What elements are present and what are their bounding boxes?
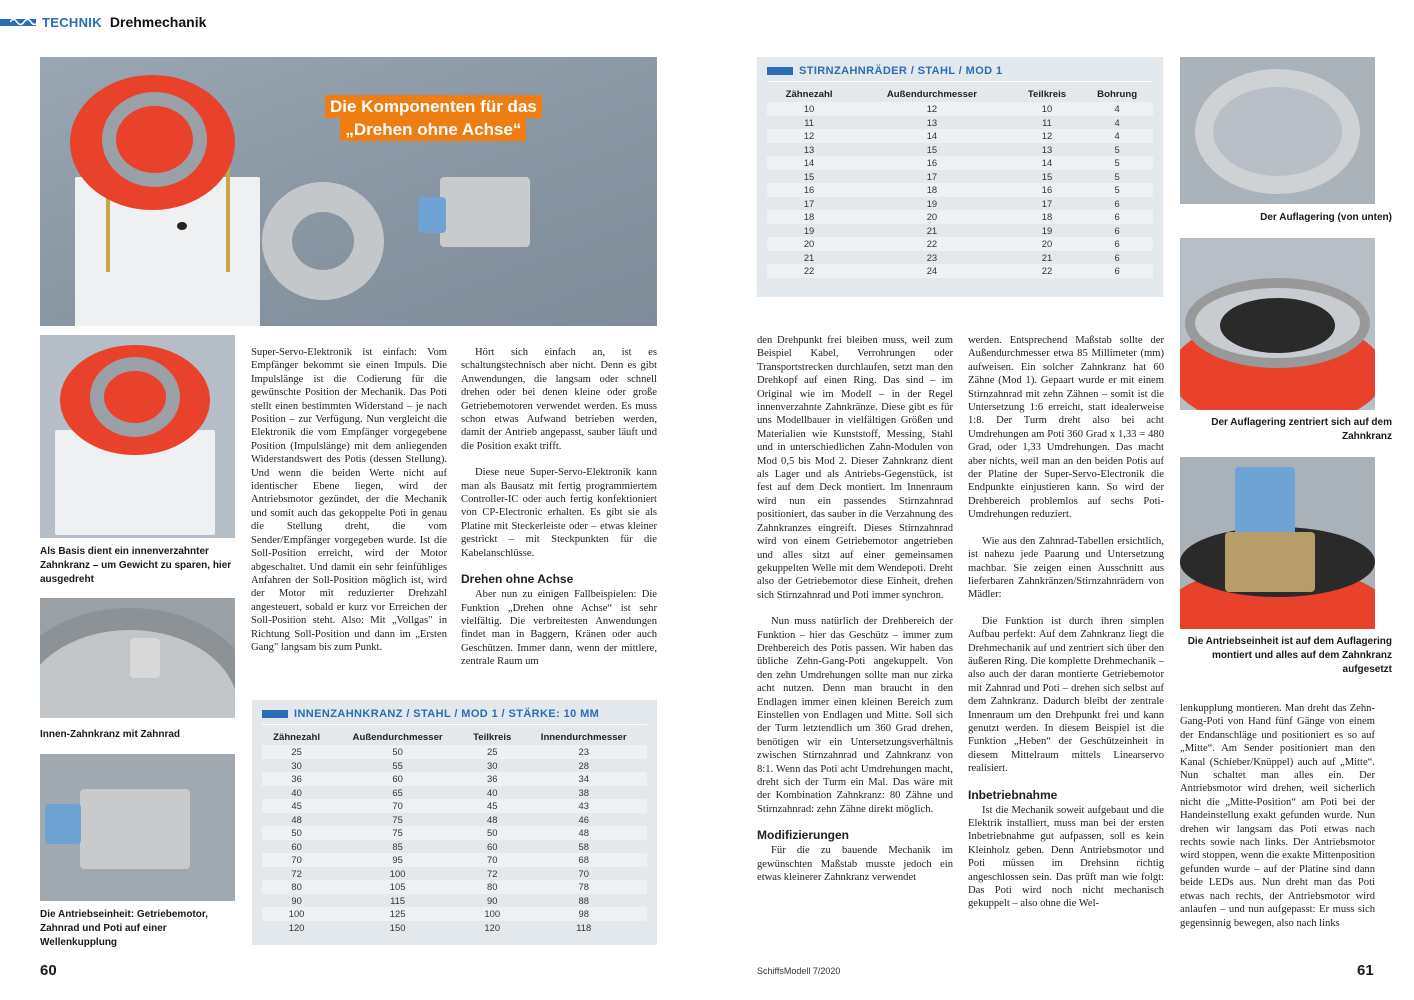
table-cell: 60: [464, 840, 520, 854]
table-cell: 72: [262, 867, 331, 881]
table-cell: 40: [262, 786, 331, 800]
table-cell: 118: [520, 921, 647, 935]
table-cell: 43: [520, 799, 647, 813]
paragraph: Nun muss natürlich der Drehbereich der Funktion – hier das Geschütz – immer zum Drehbereich des Potis passen. Wir haben das übliche Zehn-Gang-Poti angekuppelt. Von den zehn Umdrehungen sollte man nur zirka acht nutzen. Denn man braucht in den Endlagen immer einen kleinen Bereich zum Einstellen von Endlagen und Mitte. Soll sich der Turm letztendlich um 360 Grad drehen, benötigen wir ein Untersetzungsverhältnis zwischen Stirnzahnrad und Zahnkranz von 8:1. Wenn das Poti acht Umdrehungen macht, dreht sich der Turm ein Mal. Das wäre mit der Kombination Zahnkranz: 80 Zähne und Stirnzahnrad: zehn Zähne direkt möglich.: [757, 616, 953, 815]
table-cell: 75: [331, 813, 464, 827]
data-table: Zähnezahl Außendurchmesser Teilkreis Innendurchmesser 25 50 25 23 30 55 30 28 36 60 36 34 40 65 40 38 45 70 45 43 48 75 48 46 50 75 50 48 60 85 60 58 70 95 70 68 72 100 72 70 80 105 80 78 90 115 90 88 100 125 100 98 120 150 120 118: [262, 730, 647, 934]
table-cell: 15: [767, 170, 851, 184]
table-cell: 6: [1081, 251, 1153, 265]
table-cell: 25: [262, 745, 331, 759]
table-cell: 98: [520, 907, 647, 921]
paragraph: Aber nun zu einigen Fallbeispielen: Die Funktion „Drehen ohne Achse“ ist sehr vielfältig. Die verbreitesten Anwendungen findet man in Baggern, Kränen oder auch Geschützen. Immer dann, wenn der mittlere, zentrale Raum um: [461, 589, 657, 668]
table-cell: 60: [331, 772, 464, 786]
caption-ring-centered: Der Auflagering zentriert sich auf dem Zahnkranz: [1211, 417, 1392, 442]
table-cell: 20: [1013, 237, 1082, 251]
table-cell: 21: [767, 251, 851, 265]
table-row: [262, 813, 647, 827]
table-cell: 22: [767, 264, 851, 278]
table-cell: 14: [1013, 156, 1082, 170]
table-cell: 4: [1081, 102, 1153, 116]
table-cell: 50: [331, 745, 464, 759]
table-cell: 72: [464, 867, 520, 881]
table-cell: 17: [1013, 197, 1082, 211]
caption-base: Als Basis dient ein innenverzahnter Zahnkranz – um Gewicht zu sparen, hier ausgedreht: [40, 546, 232, 585]
table-cell: 5: [1081, 183, 1153, 197]
table-cell: 70: [520, 867, 647, 881]
table-cell: 4: [1081, 116, 1153, 130]
table-cell: 75: [331, 826, 464, 840]
table-cell: 18: [1013, 210, 1082, 224]
table-row: [767, 156, 1153, 170]
table-row: [262, 786, 647, 800]
table-cell: 6: [1081, 264, 1153, 278]
paragraph: Wie aus den Zahnrad-Tabellen ersichtlich, ist nahezu jede Paarung und Untersetzung machbar. Sie zeigen einen Ausschnitt aus lieferbaren Zahnkränzen/Stirnzahnrädern von Mädler:: [968, 535, 1164, 601]
caption-drive-unit: Die Antriebseinheit: Getriebemotor, Zahnrad und Poti auf einer Wellenkupplung: [40, 909, 208, 948]
page-number-left: 60: [40, 962, 57, 979]
table-cell: 13: [851, 116, 1013, 130]
table-row: [262, 772, 647, 786]
photo-base-gear-ring: [40, 335, 235, 538]
table-cell: 19: [767, 224, 851, 238]
table-cell: 70: [262, 853, 331, 867]
table-cell: 4: [1081, 129, 1153, 143]
table-row: [262, 759, 647, 773]
table-cell: 13: [1013, 143, 1082, 157]
table-cell: 23: [520, 745, 647, 759]
table-cell: 24: [851, 264, 1013, 278]
table-row: [767, 251, 1153, 265]
table-cell: 150: [331, 921, 464, 935]
table-row: [262, 853, 647, 867]
table-cell: 58: [520, 840, 647, 854]
table-cell: 60: [262, 840, 331, 854]
table-cell: 16: [1013, 183, 1082, 197]
table-cell: 10: [1013, 102, 1082, 116]
magazine-issue: SchiffsModell 7/2020: [757, 966, 841, 976]
table-cell: 45: [262, 799, 331, 813]
table-row: [262, 826, 647, 840]
table-cell: 68: [520, 853, 647, 867]
brass-rod: [226, 167, 230, 272]
table-cell: 90: [464, 894, 520, 908]
paragraph: Ist die Mechanik soweit aufgebaut und die Elektrik installiert, muss man bei der ersten Inbetriebnahme gut aufpassen, soll es kein Kleinholz geben. Denn Antriebsmotor und Poti müssen im Drehsinn richtig angeschlossen sein. Das prüft man wie folgt: Das Poti wird noch nicht mechanisch gekuppelt – also ohne die Wel-: [968, 804, 1164, 910]
table-cell: 6: [1081, 210, 1153, 224]
paragraph: Diese neue Super-Servo-Elektronik kann man als Bausatz mit fertig programmiertem Controller-IC oder auch fertig konfektioniert von CP-Electronic erhalten. Es gibt sie als Platine mit Steckerleiste oder – etwas kleiner gestrickt – mit Steckpunkten für die Kabelanschlüsse.: [461, 467, 657, 559]
photo-ring-centered: [1180, 238, 1375, 410]
table-cell: 15: [851, 143, 1013, 157]
photo-inner-gear: [40, 598, 235, 718]
table-cell: 17: [851, 170, 1013, 184]
table-cell: 17: [767, 197, 851, 211]
photo-drive-on-ring: [1180, 457, 1375, 629]
inner-gear-ring: [102, 92, 207, 187]
article-column-4: [968, 334, 1164, 911]
paragraph: Für die zu bauende Mechanik im gewünschten Maßstab musste jedoch ein etwas kleinerer Zahnkranz verwendet: [757, 845, 953, 884]
photo-bearing-ring-bottom: [1180, 57, 1375, 204]
table-row: [767, 237, 1153, 251]
table-cell: 16: [851, 156, 1013, 170]
photo-drive-unit: [40, 754, 235, 901]
table-cell: 95: [331, 853, 464, 867]
table-cell: 100: [464, 907, 520, 921]
table-cell: 55: [331, 759, 464, 773]
table-cell: 16: [767, 183, 851, 197]
paragraph: den Drehpunkt frei bleiben muss, weil zum Beispiel Kabel, Verrohrungen oder Transportstrecken durchlaufen, setzt man den Drehkopf auf einen Ring. Das sind – im Original wie im Modell – in der Regel innenverzahnte Zahnkränze. Diese gibt es für uns Modellbauer in vielfältigen Größen und Materialien wie Kunststoff, Messing, Stahl und in unterschiedlichen Zahn-Modulen von Mod 0,5 bis Mod 2. Dieser Zahnkranz dient als Lager und als Antriebs-Gegenstück, ist fest auf dem Deck montiert. Im Innenraum wird nun ein passendes Stirnzahnrad positioniert, das sauber in die Verzahnung des Zahnkranzes eingreift. Dieses Stirnzahnrad wird von einem Getriebemotor angetrieben und alles sitzt auf einer gemeinsamen gekuppelten Welle mit dem Wendepoti. Dreht also der Getriebemotor diese Einheit, drehen sich Stirnzahnrad und Poti immer synchron.: [757, 335, 953, 601]
table-cell: 34: [520, 772, 647, 786]
table-cell: 80: [464, 880, 520, 894]
table-cell: 65: [331, 786, 464, 800]
table-cell: 19: [1013, 224, 1082, 238]
table-row: [767, 116, 1153, 130]
hero-photo-components: [40, 57, 657, 326]
table-row: [767, 102, 1153, 116]
table-cell: 12: [1013, 129, 1082, 143]
table-row: [262, 867, 647, 881]
table-cell: 105: [331, 880, 464, 894]
table-row: [262, 894, 647, 908]
table-title: INNENZAHNKRANZ / STAHL / MOD 1 / STÄRKE: 10 MM: [294, 708, 600, 720]
table-cell: 21: [1013, 251, 1082, 265]
table-cell: 125: [331, 907, 464, 921]
table-cell: 20: [767, 237, 851, 251]
table-row: [767, 143, 1153, 157]
table-cell: 50: [262, 826, 331, 840]
data-table: Zähnezahl Außendurchmesser Teilkreis Bohrung 10 12 10 4 11 13 11 4 12 14 12 4 13 15 13 5 14 16 14 5 15 17 15 5 16 18 16 5 17 19 17 6 18 20 18 6 19 21 19 6 20 22 20 6 21 23 21 6 22 24 22 6: [767, 87, 1153, 278]
table-innenzahnkranz: [252, 700, 657, 945]
subheading-modifizierungen: Modifizierungen: [757, 828, 849, 843]
table-row: [262, 745, 647, 759]
table-cell: 30: [262, 759, 331, 773]
table-cell: 6: [1081, 197, 1153, 211]
table-cell: 28: [520, 759, 647, 773]
table-cell: 90: [262, 894, 331, 908]
table-cell: 100: [262, 907, 331, 921]
table-title: STIRNZAHNRÄDER / STAHL / MOD 1: [799, 65, 1003, 77]
table-cell: 15: [1013, 170, 1082, 184]
paragraph: Super-Servo-Elektronik ist einfach: Vom Empfänger bekommt sie einen Impuls. Die Impulslänge ist die Codierung für die gewünschte Position der Mechanik. Das Poti stellt einen bestimmten Widerstand – je nach Position – zur Verfügung. Nun vergleicht die Elektronik die vom Empfänger vorgegebene Position (Impulslänge) mit dem anliegenden Widerstandswert des Potis (dessen Stellung). Und wenn die beiden Werte nicht auf identischer Ebene liegen, wird der Antriebsmotor gezündet, der die Mechanik und somit auch das gekoppelte Poti in genau die Stellung dreht, die vom Sender/Empfänger vorgegeben wurde. Ist die Soll-Position erreicht, wird der Motor abgeschaltet. Und damit ein sehr feinfühliges Anfahren der Soll-Position möglich ist, wird der Motor mit reduzierter Drehzahl angesteuert, sobald er kurz vor Erreichen der Soll-Position steht. Also: Mit „Vollgas" in Richtung Soll-Position und dann im „Ersten Gang" langsam bis zum Punkt.: [251, 347, 447, 653]
table-cell: 45: [464, 799, 520, 813]
table-cell: 20: [851, 210, 1013, 224]
table-cell: 5: [1081, 156, 1153, 170]
table-cell: 22: [1013, 264, 1082, 278]
table-row: [767, 197, 1153, 211]
table-row: [262, 921, 647, 935]
table-cell: 12: [767, 129, 851, 143]
table-cell: 38: [520, 786, 647, 800]
table-cell: 80: [262, 880, 331, 894]
potentiometer: [418, 197, 446, 233]
table-cell: 40: [464, 786, 520, 800]
table-cell: 6: [1081, 237, 1153, 251]
article-column-2: [461, 346, 657, 669]
table-cell: 23: [851, 251, 1013, 265]
table-cell: 18: [851, 183, 1013, 197]
subheading-inbetriebnahme: Inbetriebnahme: [968, 787, 1058, 802]
section-title: Drehmechanik: [109, 14, 207, 30]
table-cell: 36: [464, 772, 520, 786]
bearing-ring: [262, 182, 384, 300]
table-cell: 46: [520, 813, 647, 827]
article-column-3: [757, 334, 953, 884]
table-cell: 48: [520, 826, 647, 840]
table-stirnzahnraeder: [757, 57, 1163, 297]
table-cell: 78: [520, 880, 647, 894]
wave-logo-icon: [767, 67, 793, 75]
table-cell: 14: [767, 156, 851, 170]
table-cell: 6: [1081, 224, 1153, 238]
table-cell: 14: [851, 129, 1013, 143]
table-cell: 25: [464, 745, 520, 759]
table-cell: 10: [767, 102, 851, 116]
table-cell: 22: [851, 237, 1013, 251]
base-hole: [177, 222, 187, 230]
paragraph: Hört sich einfach an, ist es schaltungstechnisch aber nicht. Denn es gibt Anwendungen, die langsam oder schnell drehen oder bei denen kleine oder große Getriebemotoren verwendet werden. Es muss schon etwas Aufwand betrieben werden, damit der Antrieb angepasst, sauber läuft und die Position exakt trifft.: [461, 347, 657, 452]
caption-bearing-ring: Der Auflagering (von unten): [1260, 212, 1392, 223]
page-number-right: 61: [1357, 962, 1374, 979]
table-cell: 19: [851, 197, 1013, 211]
caption-drive-on-ring: Die Antriebseinheit ist auf dem Auflagering montiert und alles auf dem Zahnkranz aufgesetzt: [1187, 636, 1392, 675]
table-cell: 70: [464, 853, 520, 867]
hero-caption-label: Die Komponenten für das „Drehen ohne Achse“: [325, 95, 542, 141]
table-cell: 21: [851, 224, 1013, 238]
wave-logo-icon: [262, 710, 288, 718]
paragraph: Die Funktion ist durch ihren simplen Aufbau perfekt: Auf dem Zahnkranz liegt die Drehmechanik auf und zentriert sich über den äußeren Ring. Die komplette Drehmechanik – also auch der daran montierte Getriebemotor mit Zahnrad und Poti – drehen sich selbst auf dem Zahnkranz. Dadurch bleibt der zentrale Innenraum um den Drehpunkt frei und kann genutzt werden. In diesem Beispiel ist die Funktion „Heben“ der Geschützeinheit in diesem Mittelraum mittels Linearservo realisiert.: [968, 615, 1164, 775]
paragraph: lenkupplung montieren. Man dreht das Zehn-Gang-Poti von Hand fünf Gänge von einem der Endanschläge und positioniert es so auf „Mitte“. Am Sender positioniert man den Kanal (Schieber/Knüppel) auch auf „Mitte“. Nun schaltet man alles ein. Der Antriebsmotor wird drehen, weil sicherlich nicht die „Mitte-Position“ am Poti bei der Handeinstellung exakt gefunden wurde. Nun drehen wir langsam das Poti etwas nach rechts sowie nach links. Der Antriebsmotor wird stoppen, wenn die exakte Mittenposition gefunden wurde – auf der Platine sind dann beide LEDs aus. Nun dreht man das Poti etwas nach rechts, der Antriebsmotor wird anlaufen – und nun aufgepasst: Er muss sich gegensinnig bewegen, also nach links: [1180, 703, 1375, 929]
table-cell: 18: [767, 210, 851, 224]
section-header: [0, 12, 206, 32]
table-row: [767, 224, 1153, 238]
article-column-5: [1180, 702, 1375, 930]
table-cell: 120: [464, 921, 520, 935]
table-row: [767, 264, 1153, 278]
table-cell: 88: [520, 894, 647, 908]
table-cell: 115: [331, 894, 464, 908]
table-cell: 48: [262, 813, 331, 827]
table-cell: 30: [464, 759, 520, 773]
table-row: [767, 170, 1153, 184]
paragraph: werden. Entsprechend Maßstab sollte der Außendurchmesser etwa 85 Millimeter (mm) aufweisen. Ein solcher Zahnkranz hat 60 Zähne (Mod 1). Gepaart wurde er mit einem Stirnzahnrad mit zehn Zähnen – somit ist die Untersetzung 1:6 erreicht, statt idealerweise 1:8. Der Turm dreht also bei acht Umdrehungen am Poti 360 Grad x 1,33 = 480 Grad, oder 1,33 Umdrehungen. Das macht aber nichts, weil man an den beiden Potis auf der Platine der Super-Servo-Electronik die Endpunkte einjustieren kann. So wird der Drehbereich problemlos auf sechs Poti-Umdrehungen reduziert.: [968, 335, 1164, 521]
table-row: [767, 183, 1153, 197]
table-cell: 11: [1013, 116, 1082, 130]
table-cell: 48: [464, 813, 520, 827]
subheading-drehen-ohne-achse: Drehen ohne Achse: [461, 572, 574, 587]
table-cell: 5: [1081, 143, 1153, 157]
table-row: [262, 880, 647, 894]
wave-logo-icon: [0, 19, 36, 26]
table-cell: 5: [1081, 170, 1153, 184]
table-cell: 50: [464, 826, 520, 840]
table-cell: 12: [851, 102, 1013, 116]
table-cell: 70: [331, 799, 464, 813]
table-cell: 85: [331, 840, 464, 854]
gear-motor: [440, 177, 530, 247]
table-row: [262, 840, 647, 854]
article-column-1: [251, 346, 447, 654]
table-row: [767, 129, 1153, 143]
caption-inner-gear: Innen-Zahnkranz mit Zahnrad: [40, 729, 181, 740]
table-cell: 13: [767, 143, 851, 157]
table-cell: 120: [262, 921, 331, 935]
table-row: [262, 799, 647, 813]
table-row: [767, 210, 1153, 224]
section-kicker: TECHNIK: [42, 14, 102, 30]
table-cell: 36: [262, 772, 331, 786]
table-row: [262, 907, 647, 921]
table-cell: 100: [331, 867, 464, 881]
table-cell: 11: [767, 116, 851, 130]
